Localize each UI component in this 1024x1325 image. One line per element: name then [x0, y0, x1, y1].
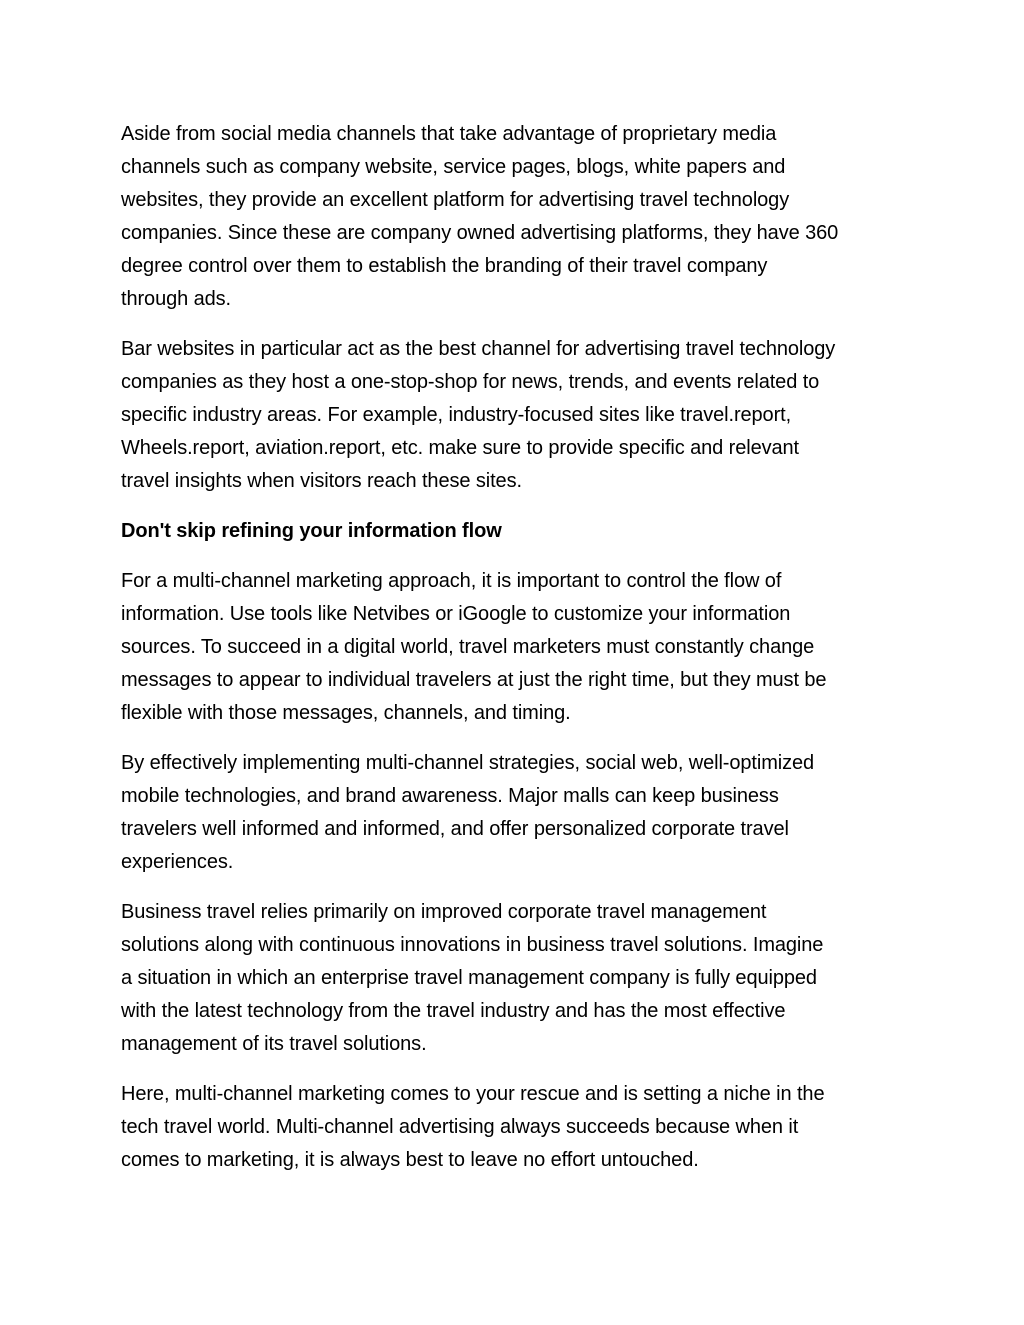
paragraph-line: specific industry areas. For example, industry-focused sites like travel.report, [121, 404, 792, 426]
paragraph-line: travel insights when visitors reach these sites. [121, 470, 522, 492]
paragraph-line: travelers well informed and informed, and offer personalized corporate travel [121, 818, 789, 840]
paragraph-line: Business travel relies primarily on improved corporate travel management [121, 901, 767, 923]
paragraph-line: Aside from social media channels that take advantage of proprietary media [121, 123, 777, 145]
paragraph-line: Here, multi-channel marketing comes to your rescue and is setting a niche in the [121, 1083, 825, 1105]
paragraph-line: sources. To succeed in a digital world, travel marketers must constantly change [121, 636, 815, 658]
paragraph-line: For a multi-channel marketing approach, it is important to control the flow of [121, 570, 782, 592]
paragraph-line: information. Use tools like Netvibes or iGoogle to customize your information [121, 603, 791, 625]
paragraph-line: By effectively implementing multi-channel strategies, social web, well-optimized [121, 752, 815, 774]
paragraph-line: flexible with those messages, channels, and timing. [121, 702, 571, 724]
paragraph-line: companies. Since these are company owned advertising platforms, they have 360 [121, 222, 839, 244]
section-heading: Don't skip refining your information flow [121, 520, 502, 542]
paragraph-line: Wheels.report, aviation.report, etc. make sure to provide specific and relevant [121, 437, 799, 459]
paragraph-line: a situation in which an enterprise travel management company is fully equipped [121, 967, 817, 989]
paragraph-line: websites, they provide an excellent platform for advertising travel technology [121, 189, 790, 211]
paragraph-line: solutions along with continuous innovations in business travel solutions. Imagine [121, 934, 824, 956]
paragraph-line: messages to appear to individual travelers at just the right time, but they must be [121, 669, 827, 691]
paragraph-business-travel [121, 896, 921, 1061]
paragraph-line: comes to marketing, it is always best to leave no effort untouched. [121, 1149, 699, 1171]
paragraph-conclusion [121, 1078, 921, 1177]
paragraph-line: companies as they host a one-stop-shop for news, trends, and events related to [121, 371, 820, 393]
paragraph-line: mobile technologies, and brand awareness. Major malls can keep business [121, 785, 779, 807]
paragraph-line: experiences. [121, 851, 234, 873]
paragraph-owned-media [121, 118, 921, 316]
paragraph-line: Bar websites in particular act as the best channel for advertising travel technology [121, 338, 836, 360]
document-body [121, 118, 921, 1194]
paragraph-information-flow [121, 565, 921, 730]
paragraph-line: through ads. [121, 288, 231, 310]
paragraph-line: with the latest technology from the travel industry and has the most effective [121, 1000, 786, 1022]
paragraph-line: management of its travel solutions. [121, 1033, 427, 1055]
paragraph-line: tech travel world. Multi-channel advertising always succeeds because when it [121, 1116, 799, 1138]
paragraph-line: channels such as company website, service pages, blogs, white papers and [121, 156, 786, 178]
paragraph-strategies [121, 747, 921, 879]
paragraph-bar-websites [121, 333, 921, 498]
paragraph-line: degree control over them to establish the branding of their travel company [121, 255, 768, 277]
